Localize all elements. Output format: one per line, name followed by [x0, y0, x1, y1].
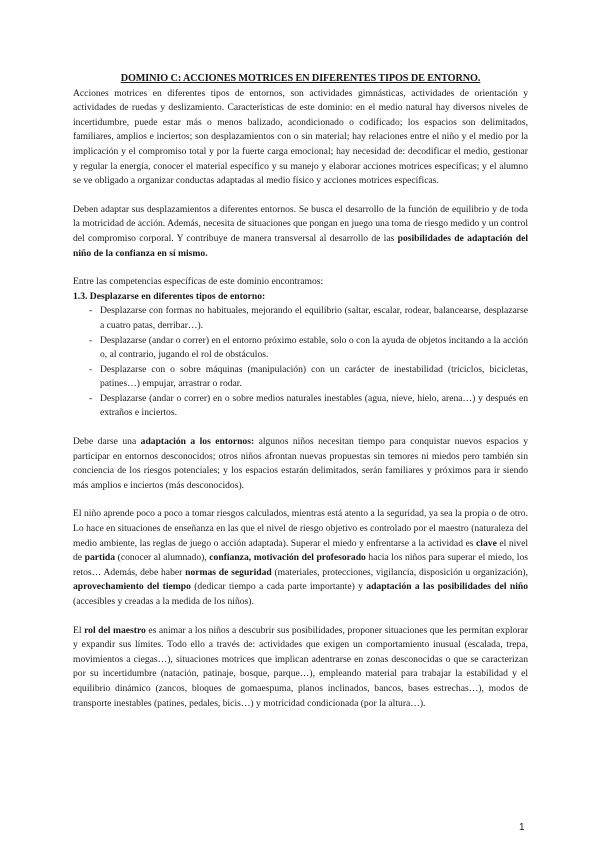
intro-paragraph: Acciones motrices en diferentes tipos de entornos, son actividades gimnásticas, actividades de orientación y actividades de ruedas y deslizamiento. Características de este dominio: en el medio natural hay diversos niveles de incertidumbre, puede estar más o menos balizado, acondicionado o codificado; los espacios son delimitados, familiares, amplios e inciertos; son desplazamientos con o sin material; hay relaciones entre el niño y el medio por la implicación y el compromiso total y por la fuerte carga emocional; hay necesidad de: decodificar el medio, gestionar y regular la energía, conocer el material específico y su manejo y elaborar acciones motrices específicas; y el alumno se ve obligado a organizar conductas adaptadas al medio físico y acciones motrices específicas. [73, 87, 528, 187]
page-title: DOMINIO C: ACCIONES MOTRICES EN DIFERENTES TIPOS DE ENTORNO. [120, 73, 481, 84]
adaptation-bold: posibilidades de adaptación del niño de la confianza en sí mismo. [73, 232, 529, 259]
adaptation-paragraph [73, 203, 528, 261]
competencies-list [73, 304, 528, 421]
competencies-intro: Entre las competencias específicas de este dominio encontramos: [73, 276, 324, 288]
page-number: 1 [519, 822, 525, 833]
section-heading: 1.3. Desplazarse en diferentes tipos de entorno: [73, 290, 266, 302]
environment-paragraph: Debe darse una adaptación a los entornos: algunos niños necesitan tiempo para conquistar nuevos espacios y participar en entornos desconocidos; otros niños afrontan nuevas propuestas sin temores ni miedos pero también sin conciencia de los riesgos potenciales; y los espacios estarán delimitados, serán familiares y próximos para ir siendo más amplios e inciertos (más desconocidos). [73, 436, 528, 491]
risk-paragraph: El niño aprende poco a poco a tomar riesgos calculados, mientras está atento a la seguridad, ya sea la propia o de otro. Lo hace en situaciones de enseñanza en las que el nivel de riesgo objetivo es controlado por el maestro (naturaleza del medio ambiente, las reglas de juego o acción adaptada). Superar el miedo y enfrentarse a la actividad es clave el nivel de partida (conocer al alumnado), confianza, motivación del profesorado hacia los niños para superar el miedo, los retos… Además, debe haber normas de seguridad (materiales, protecciones, vigilancia, disposición u organización), aprovechamiento del tiempo (dedicar tiempo a cada parte importante) y adaptación a las posibilidades del niño (accesibles y creadas a la medida de los niños). [73, 508, 528, 607]
list-item: - Desplazarse con o sobre máquinas (manipulación) con un carácter de inestabilidad (triciclos, bicicletas, patines…) empujar, arrastrar o rodar. [89, 363, 528, 390]
page-content [73, 72, 528, 725]
list-item: - Desplazarse con formas no habituales, mejorando el equilibrio (saltar, escalar, rodear, balancearse, desplazarse a cuatro patas, derribar…). [89, 305, 528, 331]
list-item: - Desplazarse (andar o correr) en el entorno próximo estable, solo o con la ayuda de objetos incitando a la acción o, al contrario, jugando el rol de obstáculos. [89, 334, 528, 361]
list-item: - Desplazarse (andar o correr) en o sobre medios naturales inestables (agua, nieve, hielo, arena…) y después en extraños e inciertos. [89, 392, 528, 419]
teacher-role-paragraph: El rol del maestro es animar a los niños a descubrir sus posibilidades, proponer situaciones que les permitan explorar y expandir sus límites. Todo ello a través de: actividades que exigen un comportamiento inusual (escalada, trepa, movimientos a ciegas…), situaciones motrices que implican adentrarse en zonas desconocidas o que se caracterizan por su incertidumbre (natación, patinaje, bosque, parque…), empleando material para trabajar la estabilidad y el equilibrio dinámico (zancos, bloques de gomaespuma, planos inclinados, bancos, bases estrechas…), modos de transporte inestables (patines, pedales, bicis…) y motricidad condicionada (por la altura…). [73, 624, 528, 709]
adaptation-text: Deben adaptar sus desplazamientos a diferentes entornos. Se busca el desarrollo de la función de equilibrio y de toda la motricidad de acción. Además, necesita de situaciones que pongan en juego una toma de riesgo medido y un control del compromiso corporal. Y contribuye de manera transversal al desarrollo de las [73, 203, 528, 244]
